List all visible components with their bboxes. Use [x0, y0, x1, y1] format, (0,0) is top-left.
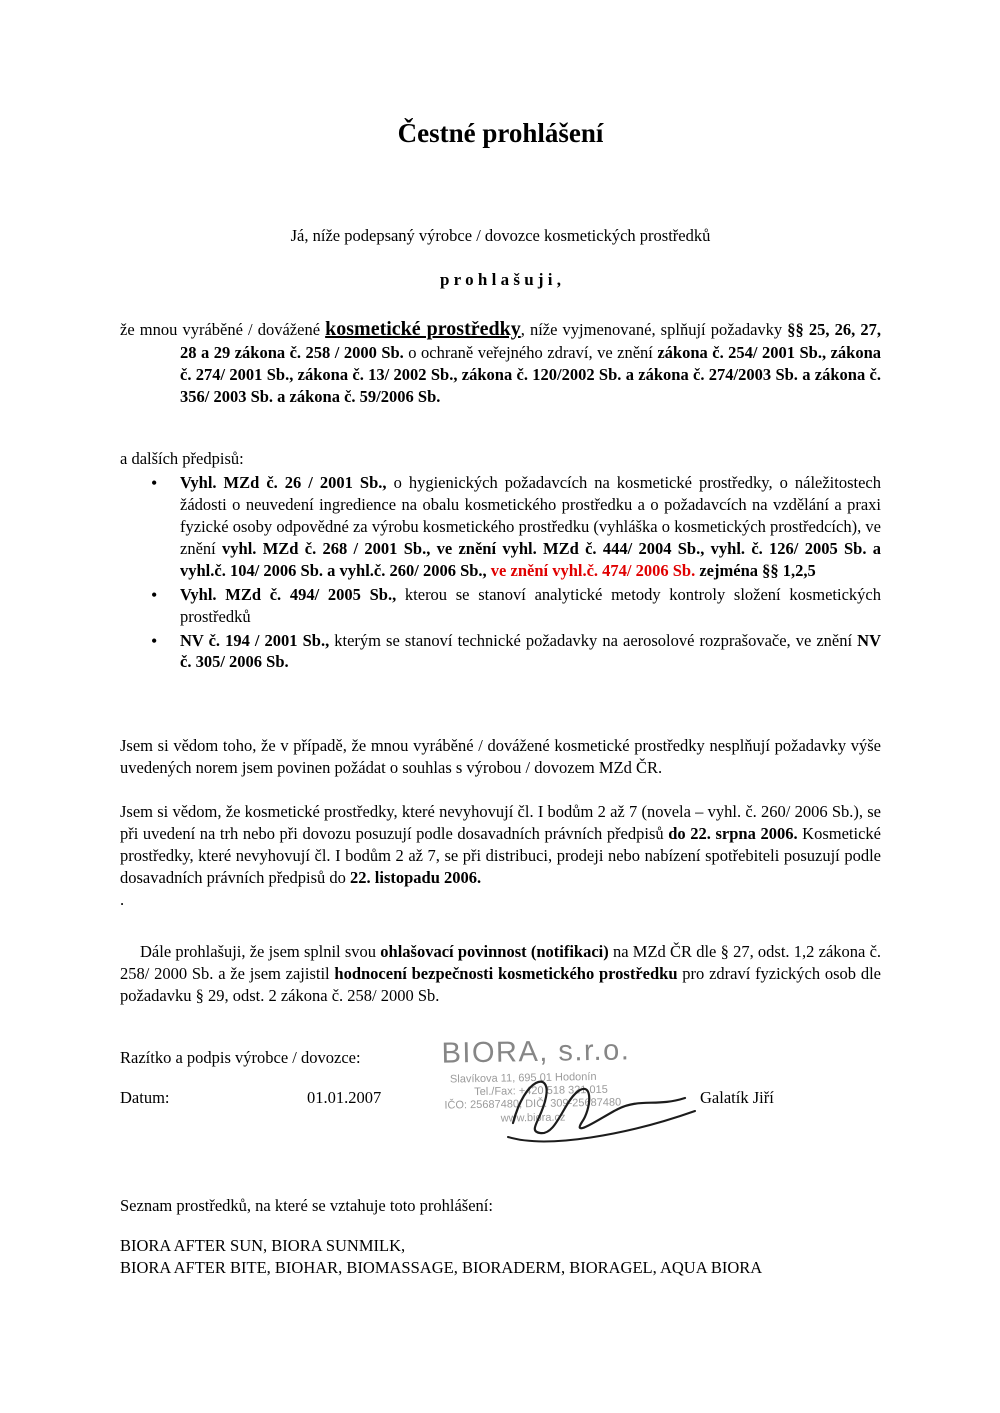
paragraph-notification: Dále prohlašuji, že jsem splnil svou ohlašovací povinnost (notifikaci) na MZd ČR dle § 27, odst. 1,2 zákona č. 258/ 2000 Sb. a že jsem zajistil hodnocení bezpečnosti kosmetického prostředku pro zdraví fyzických osob dle požadavku § 29, odst. 2 zákona č. 258/ 2000 Sb. [120, 941, 882, 1005]
stamp-ico-line: IČO: 25687480, DIČ: 309-25687480 [444, 1096, 622, 1112]
signer-name: Galatík Jiří [700, 1087, 774, 1107]
further-regulations-label: a dalších předpisů: [120, 449, 244, 468]
signature-scribble [505, 1069, 700, 1157]
declaration-word: p r o h l a š u j i , [439, 269, 562, 289]
document-title: Čestné prohlášení [397, 118, 604, 148]
product-line-1: BIORA AFTER SUN, BIORA SUNMILK, [120, 1235, 406, 1255]
stamp-phone-line: Tel./Fax: +420 518 321 015 [474, 1083, 608, 1098]
intro-line: Já, níže podepsaný výrobce / dovozce kosmetických prostředků [290, 226, 711, 246]
paragraph-awareness-2: Jsem si vědom, že kosmetické prostředky, které nevyhovují čl. I bodům 2 až 7 (novela – vyhl. č. 260/ 2006 Sb.), se při uvedení na trh nebo při dovozu posuzují podle dosavadních právních předpisů do 22. srpna 2006. Kosmetické prostředky, které nevyhovují čl. I bodům 2 až 7, se při distribuci, prodeji nebo nabízení spotřebiteli posuzují podle dosavadních právních předpisů do 22. listopadu 2006. [120, 802, 881, 888]
product-list-heading: Seznam prostředků, na které se vztahuje toto prohlášení: [120, 1195, 493, 1215]
regulation-item-vyhl-494-2005: • Vyhl. MZd č. 494/ 2005 Sb., kterou se stanoví analytické metody kontroly složení kosmetických prostředků [120, 584, 881, 628]
stamp-company-name: BIORA, s.r.o. [441, 1034, 631, 1070]
stamp-address-line: Slavíkova 11, 695 01 Hodonín [449, 1070, 597, 1085]
stray-period: . [120, 890, 125, 909]
date-label: Datum: [120, 1087, 170, 1107]
stamp-signature-label: Razítko a podpis výrobce / dovozce: [120, 1047, 361, 1067]
regulations-list [120, 472, 881, 673]
date-value: 01.01.2007 [307, 1087, 382, 1107]
date-row [120, 1087, 881, 1111]
stamp-signature-section [120, 1034, 881, 1189]
stamp-web-line: www.biora.cz [500, 1111, 566, 1125]
product-line-2: BIORA AFTER BITE, BIOHAR, BIOMASSAGE, BIORADERM, BIORAGEL, AQUA BIORA [120, 1257, 763, 1277]
regulation-item-vyhl-26-2001: • Vyhl. MZd č. 26 / 2001 Sb., o hygienických požadavcích na kosmetické prostředky, o náležitostech žádosti o neuvedení ingredience na obalu kosmetického prostředku a o požadavcích na vzdělání a praxi fyzické osoby odpovědné za výrobu kosmetického prostředku (vyhláška o kosmetických prostředcích), ve znění vyhl. MZd č. 268 / 2001 Sb., ve znění vyhl. MZd č. 444/ 2004 Sb., vyhl. č. 126/ 2005 Sb. a vyhl.č. 104/ 2006 Sb. a vyhl.č. 260/ 2006 Sb., ve znění vyhl.č. 474/ 2006 Sb. zejména §§ 1,2,5 [120, 472, 881, 582]
paragraph-legal-basis: že mnou vyráběné / dovážené kosmetické prostředky, níže vyjmenované, splňují požadavky §§ 25, 26, 27, 28 a 29 zákona č. 258 / 2000 Sb. o ochraně veřejného zdraví, ve znění zákona č. 254/ 2001 Sb., zákona č. 274/ 2001 Sb., zákona č. 13/ 2002 Sb., zákona č. 120/2002 Sb. a zákona č. 274/2003 Sb. a zákona č. 356/ 2003 Sb. a zákona č. 59/2006 Sb. [120, 317, 881, 407]
paragraph-awareness-1: Jsem si vědom toho, že v případě, že mnou vyráběné / dovážené kosmetické prostředky nesplňují požadavky výše uvedených norem jsem povinen požádat o souhlas s výrobou / dovozem MZd ČR. [120, 736, 881, 778]
regulation-item-nv-194-2001: • NV č. 194 / 2001 Sb., kterým se stanoví technické požadavky na aerosolové rozprašovače, ve znění NV č. 305/ 2006 Sb. [120, 630, 881, 674]
